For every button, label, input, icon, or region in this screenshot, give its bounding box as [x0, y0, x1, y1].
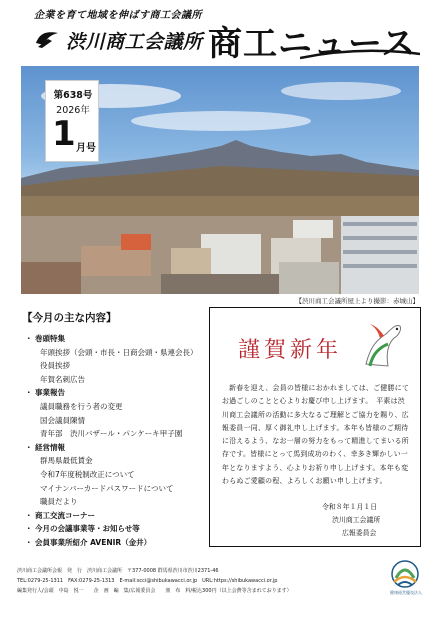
contents-subitem: 年頭挨拶（会頭・市長・日商会頭・県連会長）: [40, 347, 198, 357]
paper-title: 商工ニュース: [208, 24, 417, 64]
contents-subitem: 役員挨拶: [40, 361, 70, 371]
tagline: 企業を育て地域を伸ばす商工会議所: [34, 10, 202, 21]
footer-info: [17, 566, 421, 596]
chamber-logo-icon: [34, 27, 60, 49]
contents-section: ・ 経営情報: [28, 441, 218, 455]
contents-title: 【今月の主な内容】: [22, 312, 117, 324]
contents-subitem: 職員だより: [40, 497, 78, 507]
greeting-title: 謹賀新年: [238, 338, 343, 363]
contents-list: [28, 332, 218, 550]
contents-subitem: 青年部 渋川バザール・パンケーキ甲子園: [40, 429, 183, 439]
footer-line-publisher: 渋川商工会議所会報 発 行 渋川商工会議所 〒377-0008 群馬県渋川市渋川2371-46: [17, 568, 219, 574]
contents-subitem: 群馬県最低賃金: [40, 456, 93, 466]
contents-subitem: マイナンバーカードパスワードについて: [40, 483, 174, 493]
new-year-greeting: [209, 307, 421, 547]
org-name: 渋川商工会議所: [66, 31, 203, 53]
issue-month: 1: [52, 114, 76, 154]
footer-line-editor: 編集発行人/会頭 中島 悦一 企 画 編 集/広報委員会 頒 布 料/税込300円（以上会費等含まれております）: [17, 588, 292, 594]
horse-illustration-icon: [358, 314, 406, 370]
contents-section: ・ 巻頭特集: [28, 332, 218, 346]
contents-section: ・ 今月の会議事業等・お知らせ等: [28, 522, 218, 536]
greeting-org: 渋川商工会議所: [332, 516, 381, 524]
health-management-badge-icon: [384, 558, 426, 594]
contents-subitem: 令和7年度税制改正について: [40, 469, 135, 479]
contents-subitem: 国会議員陳情: [40, 415, 85, 425]
title-swoosh-icon: [300, 48, 420, 60]
issue-number: 第638号: [53, 90, 93, 101]
footer-line-contact: TEL:0279-25-1311 FAX:0279-25-1313 E-mail:scci@shibukawacci.or.jp URL:https://shibukawacci.or.jp: [17, 578, 278, 584]
masthead: [0, 0, 438, 64]
issue-box: [45, 80, 99, 162]
greeting-date: 令和８年１月１日: [322, 503, 378, 511]
contents-subitem: 年賀名刺広告: [40, 374, 85, 384]
contents-subitem: 議員職務を行う者の変更: [40, 401, 123, 411]
photo-caption: 【渋川商工会議所屋上より撮影：赤城山】: [295, 297, 419, 305]
issue-year: 2026年: [56, 105, 90, 116]
greeting-committee: 広報委員会: [342, 529, 377, 537]
issue-month-suffix: 月号: [76, 143, 96, 154]
contents-section: ・ 会員事業所紹介 AVENIR（金井）: [28, 536, 218, 550]
contents-section: ・ 商工交流コーナー: [28, 509, 218, 523]
contents-section: ・ 事業報告: [28, 386, 218, 400]
greeting-body: 新春を迎え、会員の皆様におかれましては、ご健勝にてお過ごしのことと心よりお慶び申し上げます。 平素は渋川商工会議所の活動に多大なるご理解とご協力を賜り、広報委員一同、厚く御礼申し上げます。本年も皆様のご期待に沿えるよう、なお一層の努力をもって精進してまいる所存です。皆様にとって馬到成功のわく、幸多き輝かしい一年となりますよう、心よりお祈り申し上げます。本年も変わらぬご愛顧の程、よろしくお願い申し上げます。: [222, 384, 410, 486]
badge-label: 健康経営優良法人: [390, 590, 422, 595]
